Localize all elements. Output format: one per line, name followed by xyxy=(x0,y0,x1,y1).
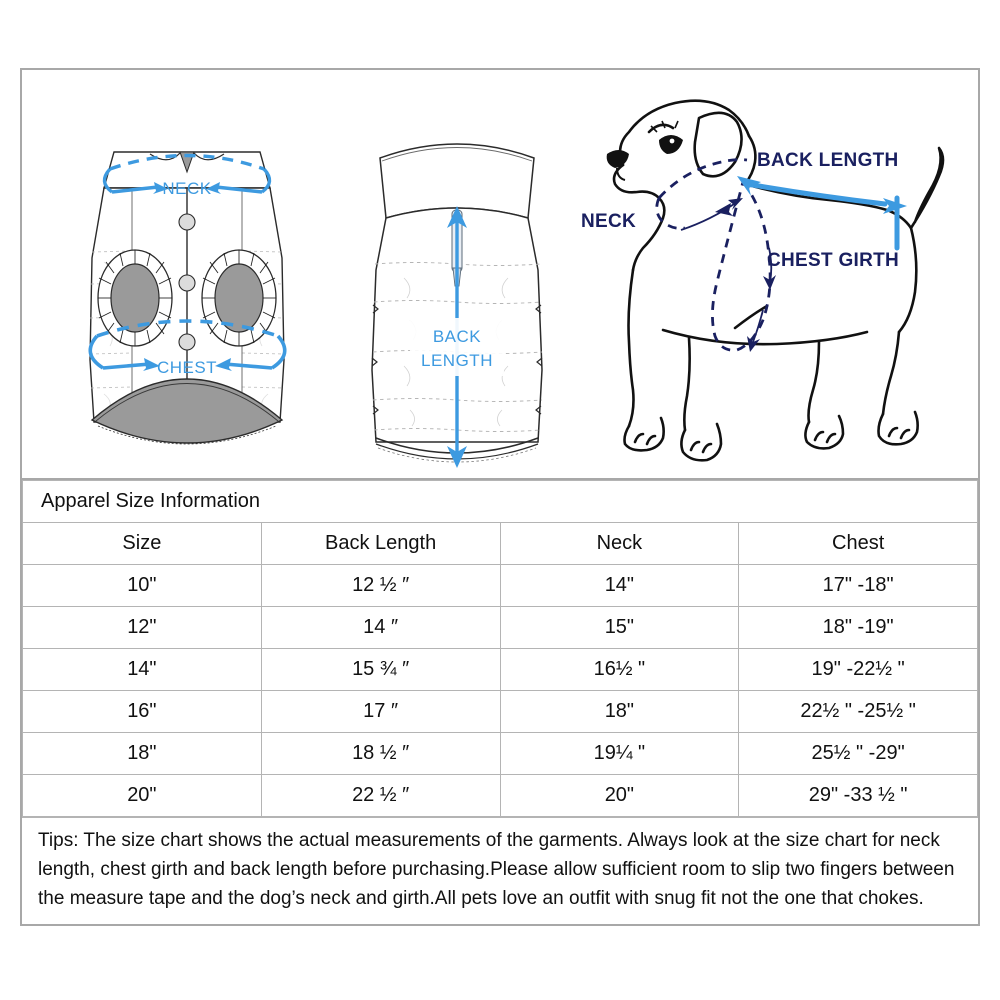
table-row xyxy=(23,733,978,775)
table-caption-row xyxy=(23,481,978,523)
cell-chest: 17" -18" xyxy=(739,565,978,607)
apparel-size-table xyxy=(22,480,978,817)
cell-back-length: 12 ½ ″ xyxy=(261,565,500,607)
table-caption: Apparel Size Information xyxy=(23,481,978,523)
cell-neck: 18" xyxy=(500,691,739,733)
cell-size: 16" xyxy=(23,691,262,733)
cell-neck: 15" xyxy=(500,607,739,649)
table-row xyxy=(23,607,978,649)
dog-chest-girth-label: CHEST GIRTH xyxy=(767,250,900,271)
dog-measurement-diagram xyxy=(567,70,977,478)
vest-back-view xyxy=(342,70,572,478)
cell-size: 14" xyxy=(23,649,262,691)
cell-chest: 29" -33 ½ " xyxy=(739,775,978,817)
column-header-chest: Chest xyxy=(739,523,978,565)
table-row xyxy=(23,691,978,733)
front-neck-label: NECK xyxy=(162,179,212,198)
cell-neck: 20" xyxy=(500,775,739,817)
dog-back-length-label: BACK LENGTH xyxy=(757,150,899,171)
cell-chest: 18" -19" xyxy=(739,607,978,649)
cell-chest: 19" -22½ " xyxy=(739,649,978,691)
cell-back-length: 15 ¾ ″ xyxy=(261,649,500,691)
size-chart-frame xyxy=(20,68,980,926)
column-header-size: Size xyxy=(23,523,262,565)
cell-back-length: 18 ½ ″ xyxy=(261,733,500,775)
cell-size: 18" xyxy=(23,733,262,775)
front-chest-label: CHEST xyxy=(156,358,218,377)
column-header-back-length: Back Length xyxy=(261,523,500,565)
table-row xyxy=(23,565,978,607)
illustration-band xyxy=(22,70,978,480)
dog-neck-label: NECK xyxy=(581,211,637,232)
cell-neck: 16½ " xyxy=(500,649,739,691)
table-header-row xyxy=(23,523,978,565)
cell-back-length: 14 ″ xyxy=(261,607,500,649)
tips-text: Tips: The size chart shows the actual measurements of the garments. Always look at the size chart for neck length, chest girth and back length before purchasing.Please allow sufficient room to slip two fingers between the measure tape and the dog’s neck and girth.All pets love an outfit with snug fit not the one that chokes. xyxy=(22,817,978,928)
cell-neck: 14" xyxy=(500,565,739,607)
cell-back-length: 22 ½ ″ xyxy=(261,775,500,817)
vest-front-view xyxy=(32,70,342,478)
table-row xyxy=(23,649,978,691)
back-length-label-line1: BACK xyxy=(432,327,482,346)
cell-neck: 19¼ " xyxy=(500,733,739,775)
back-length-label-line2: LENGTH xyxy=(421,351,493,370)
cell-size: 10" xyxy=(23,565,262,607)
column-header-neck: Neck xyxy=(500,523,739,565)
cell-back-length: 17 ″ xyxy=(261,691,500,733)
cell-chest: 25½ " -29" xyxy=(739,733,978,775)
cell-size: 12" xyxy=(23,607,262,649)
table-row xyxy=(23,775,978,817)
cell-chest: 22½ " -25½ " xyxy=(739,691,978,733)
cell-size: 20" xyxy=(23,775,262,817)
